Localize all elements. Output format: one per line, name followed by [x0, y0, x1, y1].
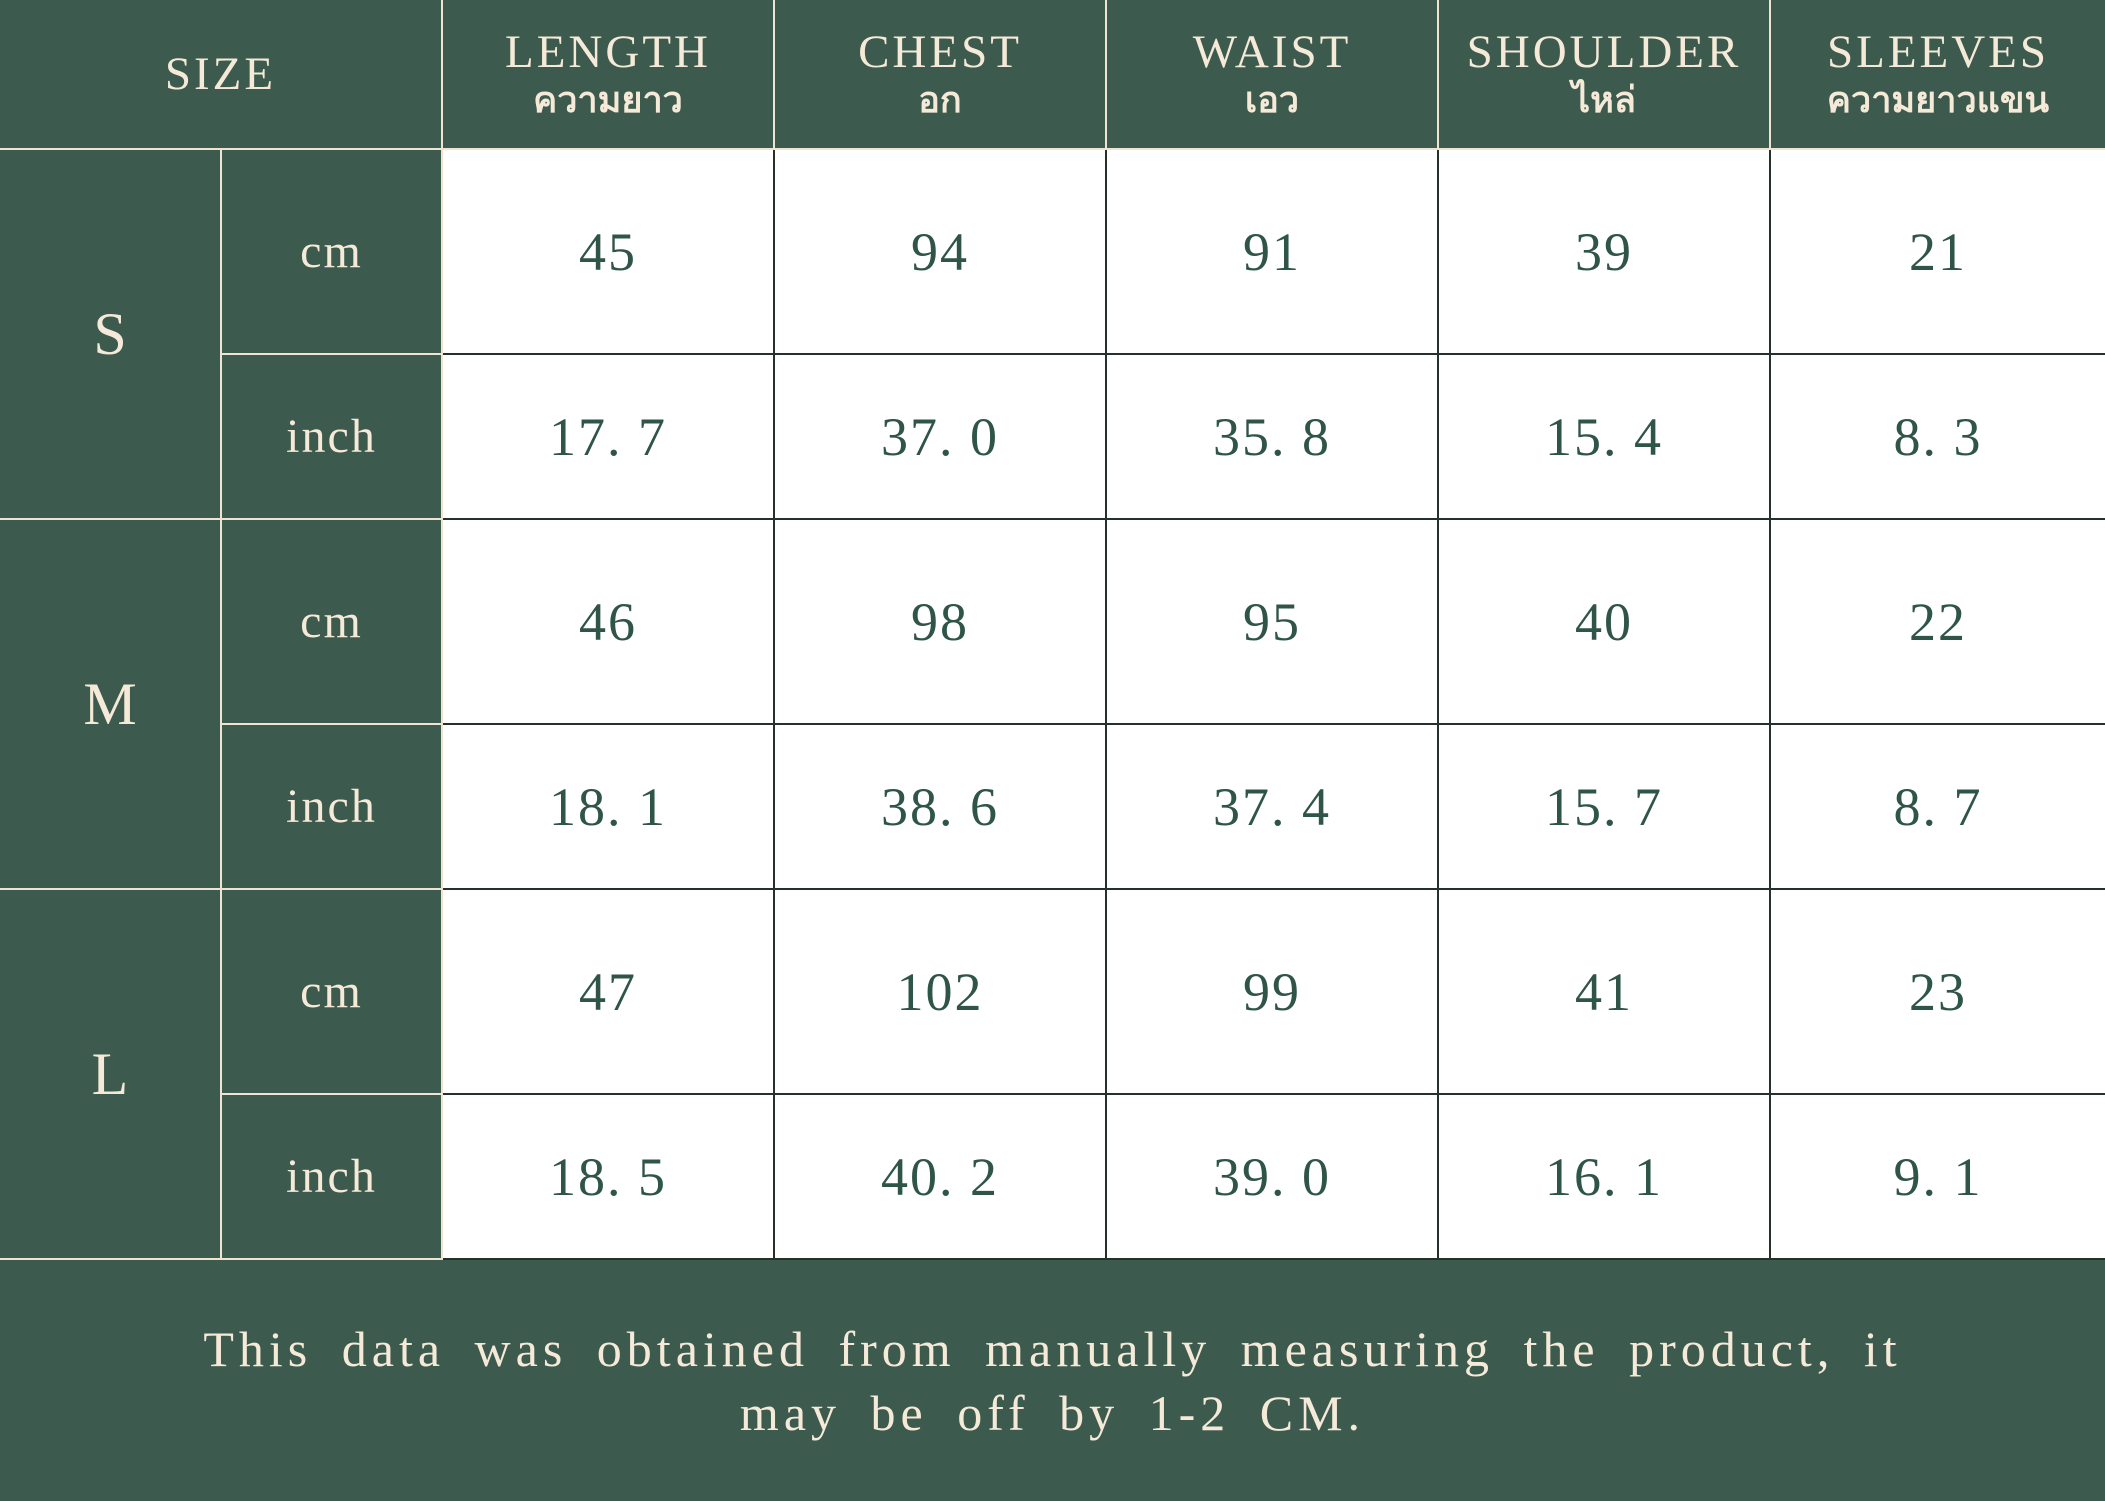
measurement-value: 37. 4: [1107, 725, 1439, 890]
measurement-value: 9. 1: [1771, 1095, 2105, 1260]
unit-label-cm: cm: [222, 890, 443, 1095]
measurement-value: 8. 7: [1771, 725, 2105, 890]
measurement-value: 102: [775, 890, 1107, 1095]
disclaimer-line-2: may be off by 1-2 CM.: [739, 1384, 1366, 1441]
measurement-value: 16. 1: [1439, 1095, 1771, 1260]
measurement-value: 22: [1771, 520, 2105, 725]
measurement-value: 94: [775, 150, 1107, 355]
measurement-value: 95: [1107, 520, 1439, 725]
header-row: [0, 0, 2105, 150]
measurement-value: 17. 7: [443, 355, 775, 520]
unit-label-inch: inch: [222, 1095, 443, 1260]
column-header-chest: CHEST อก: [775, 0, 1107, 150]
chest-thai-label: อก: [918, 80, 962, 122]
row-l-cm: [0, 890, 2105, 1095]
column-header-length: LENGTH ความยาว: [443, 0, 775, 150]
size-label-m: M: [0, 520, 222, 890]
measurement-value: 47: [443, 890, 775, 1095]
measurement-value: 46: [443, 520, 775, 725]
row-s-inch: [0, 355, 2105, 520]
measurement-value: 45: [443, 150, 775, 355]
measurement-value: 8. 3: [1771, 355, 2105, 520]
length-thai-label: ความยาว: [533, 80, 683, 122]
row-s-cm: [0, 150, 2105, 355]
column-header-size: [0, 0, 443, 150]
measurement-value: 40. 2: [775, 1095, 1107, 1260]
measurement-value: 98: [775, 520, 1107, 725]
size-label-s: S: [0, 150, 222, 520]
column-header-shoulder: SHOULDER ไหล่: [1439, 0, 1771, 150]
measurement-value: 35. 8: [1107, 355, 1439, 520]
measurement-value: 38. 6: [775, 725, 1107, 890]
measurement-value: 37. 0: [775, 355, 1107, 520]
measurement-value: 21: [1771, 150, 2105, 355]
unit-label-inch: inch: [222, 355, 443, 520]
measurement-value: 23: [1771, 890, 2105, 1095]
shoulder-thai-label: ไหล่: [1572, 80, 1636, 122]
measurement-value: 39: [1439, 150, 1771, 355]
size-label-l: L: [0, 890, 222, 1260]
measurement-value: 99: [1107, 890, 1439, 1095]
row-m-cm: [0, 520, 2105, 725]
measurement-value: 91: [1107, 150, 1439, 355]
measurement-value: 41: [1439, 890, 1771, 1095]
measurement-value: 15. 7: [1439, 725, 1771, 890]
measurement-value: 18. 1: [443, 725, 775, 890]
column-header-sleeves: SLEEVES ความยาวแขน: [1771, 0, 2105, 150]
measurement-value: 18. 5: [443, 1095, 775, 1260]
row-l-inch: [0, 1095, 2105, 1260]
column-header-waist: WAIST เอว: [1107, 0, 1439, 150]
unit-label-cm: cm: [222, 520, 443, 725]
measurement-value: 15. 4: [1439, 355, 1771, 520]
sleeves-thai-label: ความยาวแขน: [1826, 80, 2050, 122]
disclaimer-line-1: This data was obtained from manually measuring the product, it: [203, 1320, 1902, 1377]
waist-thai-label: เอว: [1244, 80, 1300, 122]
unit-label-inch: inch: [222, 725, 443, 890]
measurement-value: 40: [1439, 520, 1771, 725]
size-header-label: SIZE: [164, 47, 277, 100]
measurement-value: 39. 0: [1107, 1095, 1439, 1260]
row-m-inch: [0, 725, 2105, 890]
unit-label-cm: cm: [222, 150, 443, 355]
measurement-disclaimer: [0, 1260, 2105, 1501]
